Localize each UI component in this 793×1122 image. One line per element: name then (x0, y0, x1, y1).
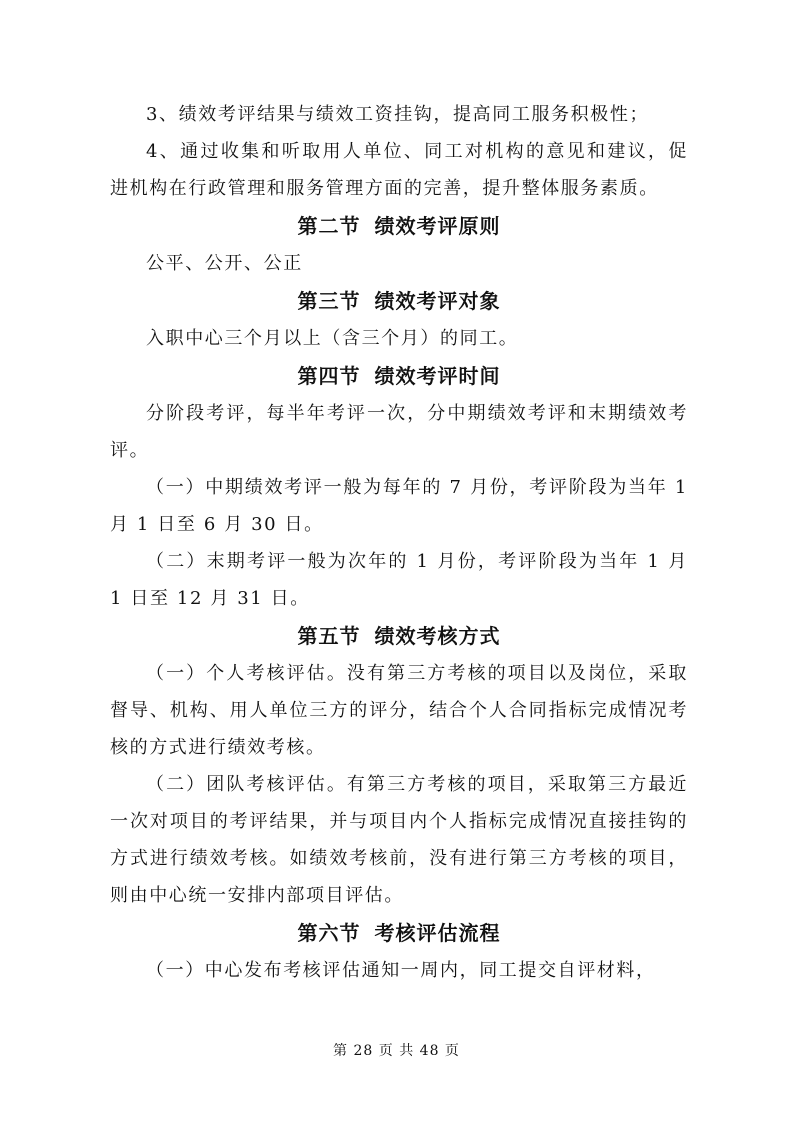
section-heading-5 (110, 617, 688, 655)
section-4-paragraph-2: （一）中期绩效考评一般为每年的 7 月份，考评阶段为当年 1 月 1 日至 6 月 30 日。 (110, 477, 688, 535)
intro-item-3: 3、绩效考评结果与绩效工资挂钩，提高同工服务积极性； (146, 104, 650, 125)
section-number: 第五节 (297, 624, 361, 648)
section-number: 第四节 (297, 364, 361, 388)
section-4-paragraph-1: 分阶段考评，每半年考评一次，分中期绩效考评和末期绩效考评。 (110, 403, 688, 461)
section-heading-4 (110, 357, 688, 395)
section-5-paragraph-1: （一）个人考核评估。没有第三方考核的项目以及岗位，采取督导、机构、用人单位三方的评分，结合个人合同指标完成情况考核的方式进行绩效考核。 (110, 663, 688, 758)
section-6-paragraph: （一）中心发布考核评估通知一周内，同工提交自评材料， (146, 960, 656, 981)
section-title: 绩效考评原则 (374, 214, 501, 238)
section-title: 绩效考评对象 (374, 289, 501, 313)
page-number-footer: 第 28 页 共 48 页 (333, 1043, 460, 1059)
section-5-paragraph-2: （二）团队考核评估。有第三方考核的项目，采取第三方最近一次对项目的考评结果，并与项目内个人指标完成情况直接挂钩的方式进行绩效考核。如绩效考核前，没有进行第三方考核的项目，则由中心统一安排内部项目评估。 (110, 774, 688, 906)
section-title: 绩效考评时间 (374, 364, 501, 388)
intro-item-4: 4、通过收集和听取用人单位、同工对机构的意见和建议，促进机构在行政管理和服务管理方面的完善，提升整体服务素质。 (110, 141, 688, 199)
section-number: 第六节 (297, 921, 361, 945)
section-heading-2 (110, 207, 688, 245)
section-number: 第二节 (297, 214, 361, 238)
section-heading-6 (110, 914, 688, 952)
section-heading-3 (110, 282, 688, 320)
page-content (110, 96, 688, 989)
section-number: 第三节 (297, 289, 361, 313)
section-2-paragraph: 公平、公开、公正 (146, 253, 303, 274)
section-title: 考核评估流程 (374, 921, 501, 945)
section-4-paragraph-3: （二）末期考评一般为次年的 1 月份，考评阶段为当年 1 月 1 日至 12 月 31 日。 (110, 551, 688, 609)
section-3-paragraph: 入职中心三个月以上（含三个月）的同工。 (146, 328, 519, 349)
section-title: 绩效考核方式 (374, 624, 501, 648)
